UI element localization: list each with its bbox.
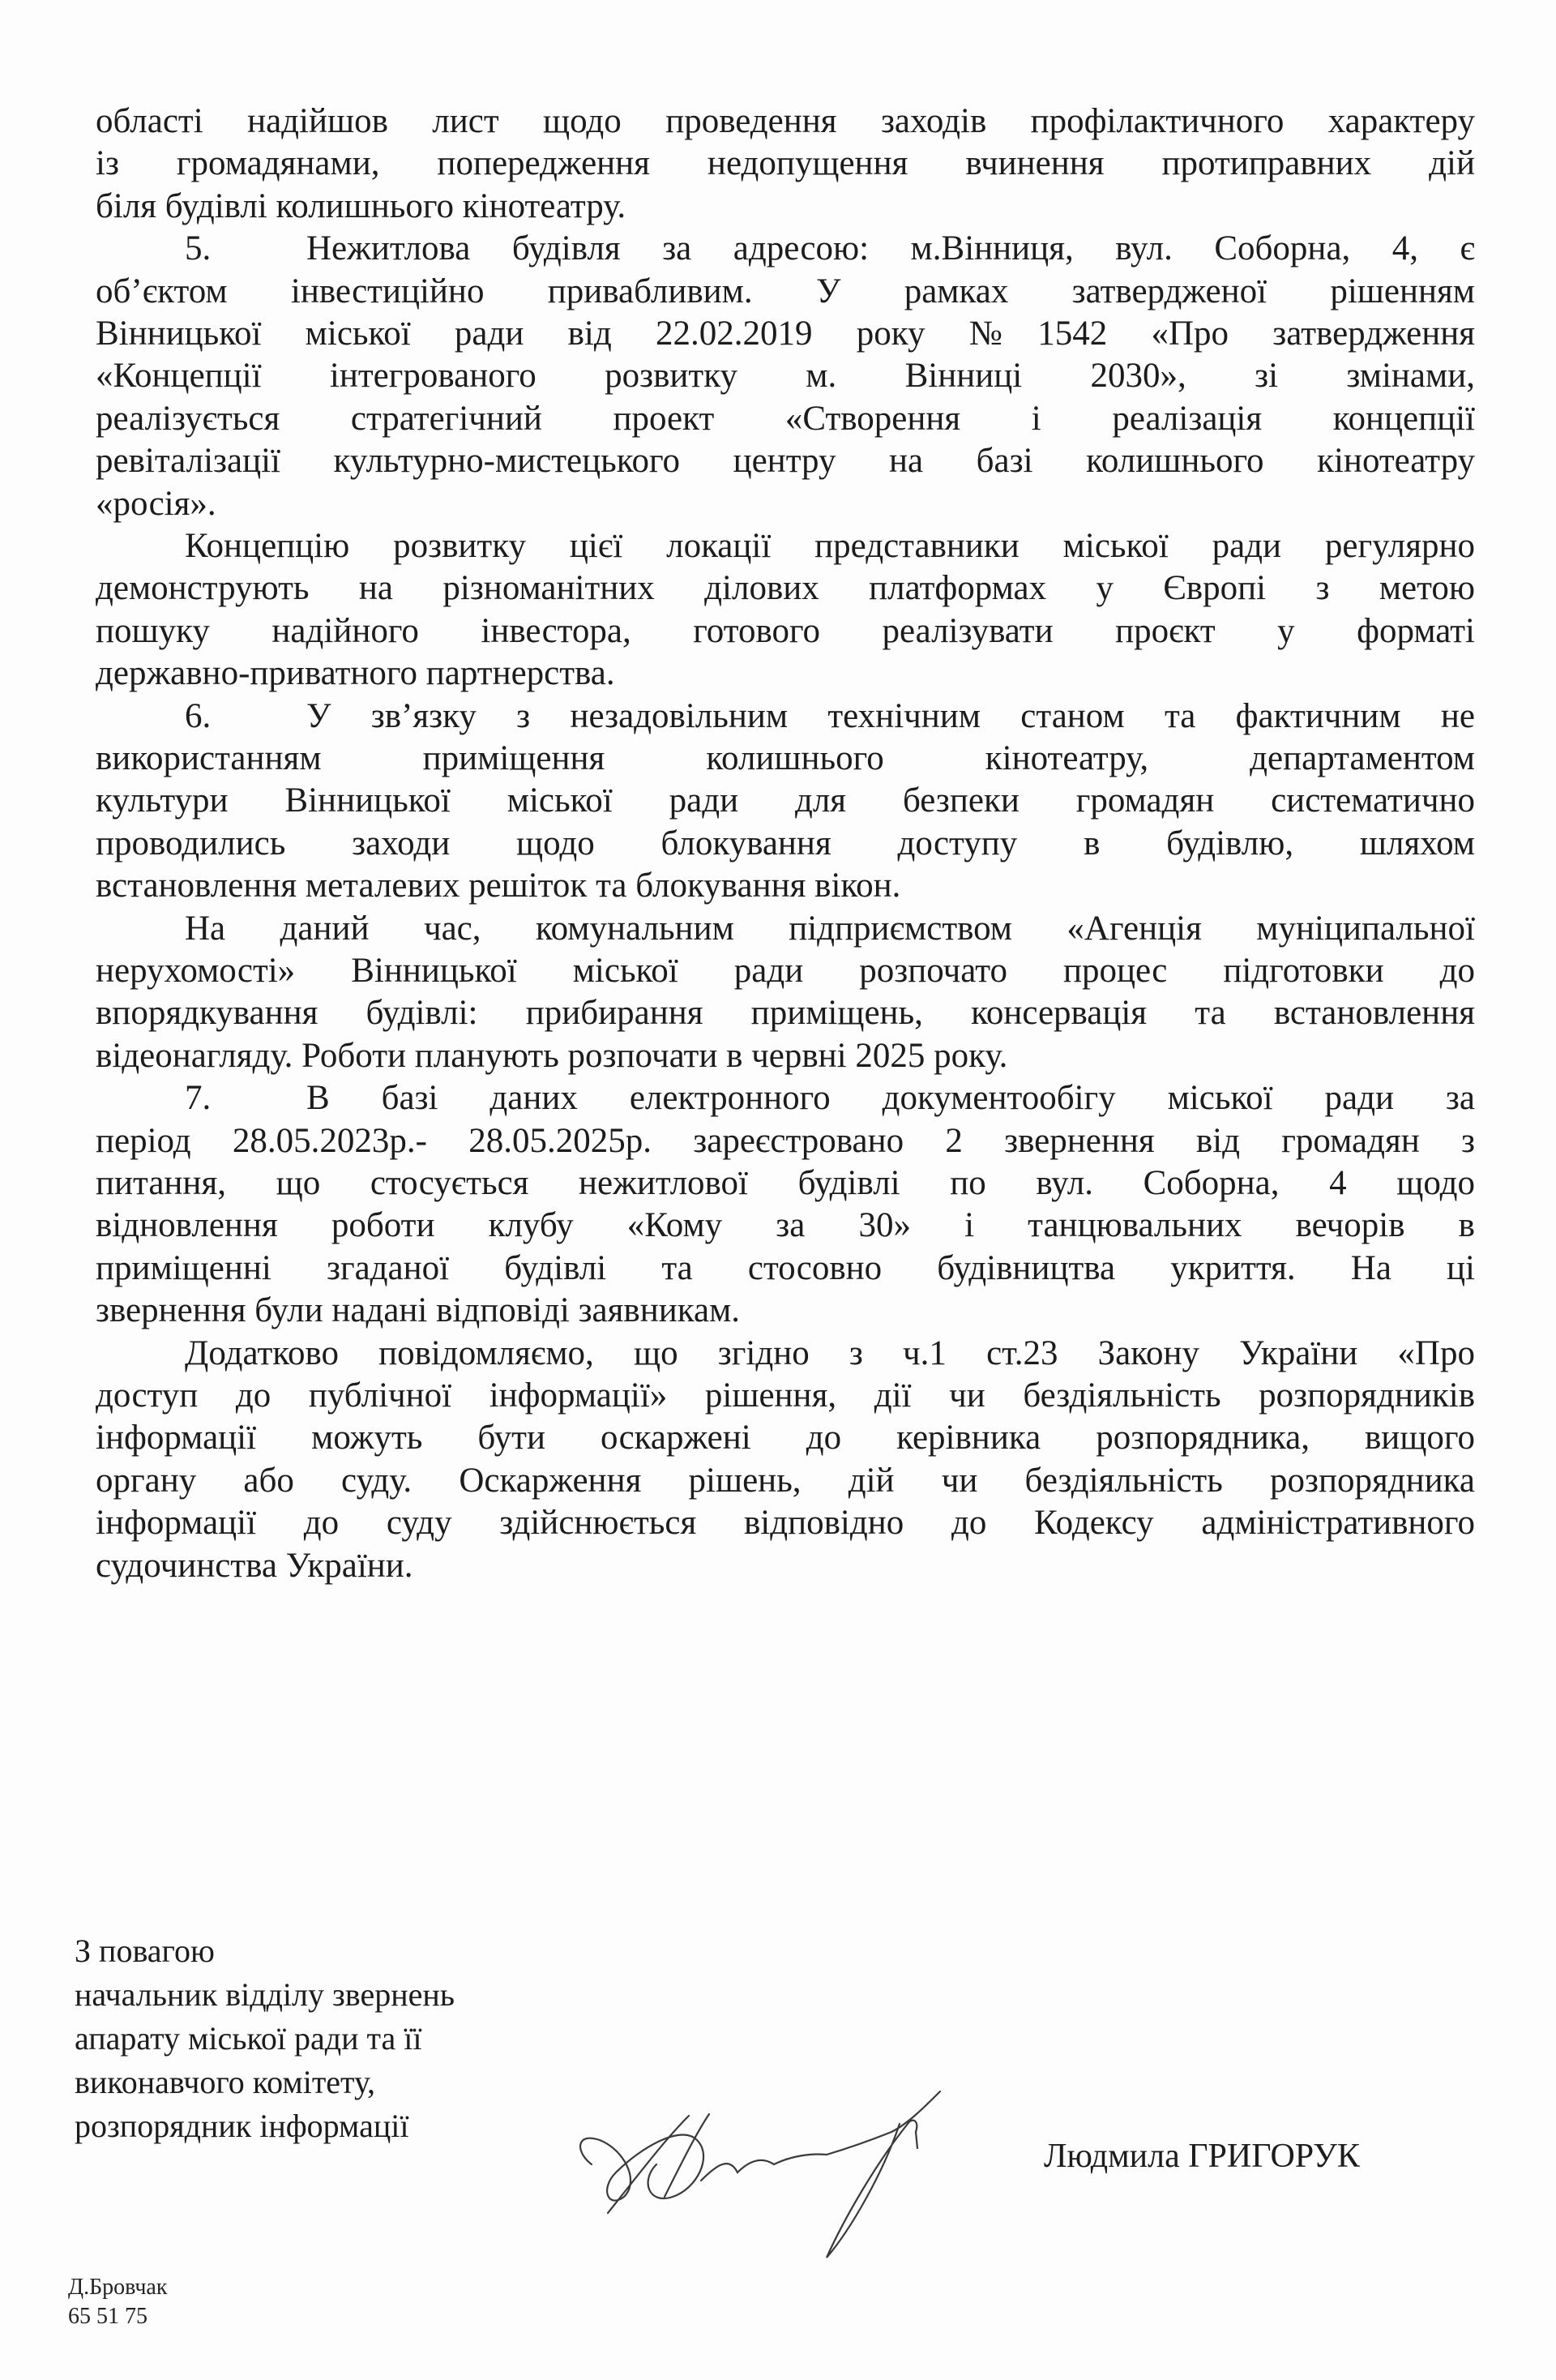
text-line: звернення були надані відповіді заявникам. (96, 1291, 741, 1329)
text-line: період 28.05.2023р.- 28.05.2025р. зареєстровано 2 звернення від громадян з (96, 1122, 1475, 1160)
handwritten-signature-icon (567, 2075, 1086, 2270)
text-line: проводились заходи щодо блокування доступу в будівлю, шляхом (96, 824, 1475, 863)
text-line: реалізується стратегічний проект «Створення і реалізація концепції (96, 400, 1475, 438)
signer-title-line: апарату міської ради та її (75, 2020, 422, 2057)
text-line: із громадянами, попередження недопущення вчинення протиправних дій (96, 144, 1475, 182)
text-line: Додатково повідомляємо, що згідно з ч.1 ст.23 Закону України «Про (185, 1334, 1475, 1372)
signer-name: Людмила ГРИГОРУК (1044, 2138, 1360, 2175)
text-line: судочинства України. (96, 1547, 413, 1585)
text-line: пошуку надійного інвестора, готового реалізувати проєкт у форматі (96, 612, 1475, 650)
text-line: У зв’язку з незадовільним технічним станом та фактичним не (306, 697, 1475, 735)
text-line: Концепцію розвитку цієї локації представники міської ради регулярно (185, 527, 1475, 565)
text-line: органу або суду. Оскарження рішень, дій чи бездіяльність розпорядника (96, 1462, 1475, 1500)
text-line: Вінницької міської ради від 22.02.2019 року №1542 «Про затвердження (96, 315, 1475, 353)
text-line: відеонагляду. Роботи планують розпочати в червні 2025 року. (96, 1037, 1008, 1075)
list-item-number: 6. (185, 697, 212, 735)
text-line: Нежитлова будівля за адресою: м.Вінниця, вул. Соборна, 4, є (306, 229, 1475, 268)
text-line: державно-приватного партнерства. (96, 654, 615, 692)
text-line: відновлення роботи клубу «Кому за 30» і танцювальних вечорів в (96, 1206, 1475, 1244)
closing-phrase: З повагою (75, 1933, 215, 1969)
text-line: області надійшов лист щодо проведення заходів профілактичного характеру (96, 102, 1475, 140)
text-line: використанням приміщення колишнього кінотеатру, департаментом (96, 739, 1475, 777)
text-line: культури Вінницької міської ради для безпеки громадян систематично (96, 781, 1475, 820)
signer-title-line: розпорядник інформації (75, 2108, 409, 2144)
signer-title-line: начальник відділу звернень (75, 1976, 455, 2013)
signer-title-line: виконавчого комітету, (75, 2064, 375, 2100)
list-item-number: 5. (185, 229, 212, 268)
text-line: інформації до суду здійснюється відповідно до Кодексу адміністративного (96, 1504, 1475, 1542)
text-line: «росія». (96, 485, 216, 523)
list-item-number: 7. (185, 1079, 212, 1117)
text-line: «Концепції інтегрованого розвитку м. Вінниці 2030», зі змінами, (96, 357, 1475, 395)
text-line: питання, що стосується нежитлової будівлі по вул. Соборна, 4 щодо (96, 1164, 1475, 1202)
text-line: доступ до публічної інформації» рішення, дії чи бездіяльність розпорядників (96, 1376, 1475, 1415)
text-line: ревіталізації культурно-мистецького центру на базі колишнього кінотеатру (96, 442, 1475, 480)
text-line: нерухомості» Вінницької міської ради розпочато процес підготовки до (96, 952, 1475, 990)
text-line: інформації можуть бути оскаржені до керівника розпорядника, вищого (96, 1419, 1475, 1457)
text-line: впорядкування будівлі: прибирання приміщень, консервація та встановлення (96, 994, 1475, 1032)
text-line: біля будівлі колишнього кінотеатру. (96, 187, 626, 225)
text-line: приміщенні згаданої будівлі та стосовно будівництва укриття. На ці (96, 1249, 1475, 1287)
text-line: На даний час, комунальним підприємством «Агенція муніципальної (185, 910, 1475, 948)
executor-name: Д.Бровчак (68, 2275, 168, 2300)
executor-phone: 65 51 75 (68, 2304, 147, 2329)
text-line: встановлення металевих решіток та блокування вікон. (96, 867, 901, 905)
text-line: об’єктом інвестиційно привабливим. У рамках затвердженої рішенням (96, 272, 1475, 310)
text-line: В базі даних електронного документообігу міської ради за (306, 1079, 1475, 1117)
text-line: демонструють на різноманітних ділових платформах у Європі з метою (96, 569, 1475, 607)
